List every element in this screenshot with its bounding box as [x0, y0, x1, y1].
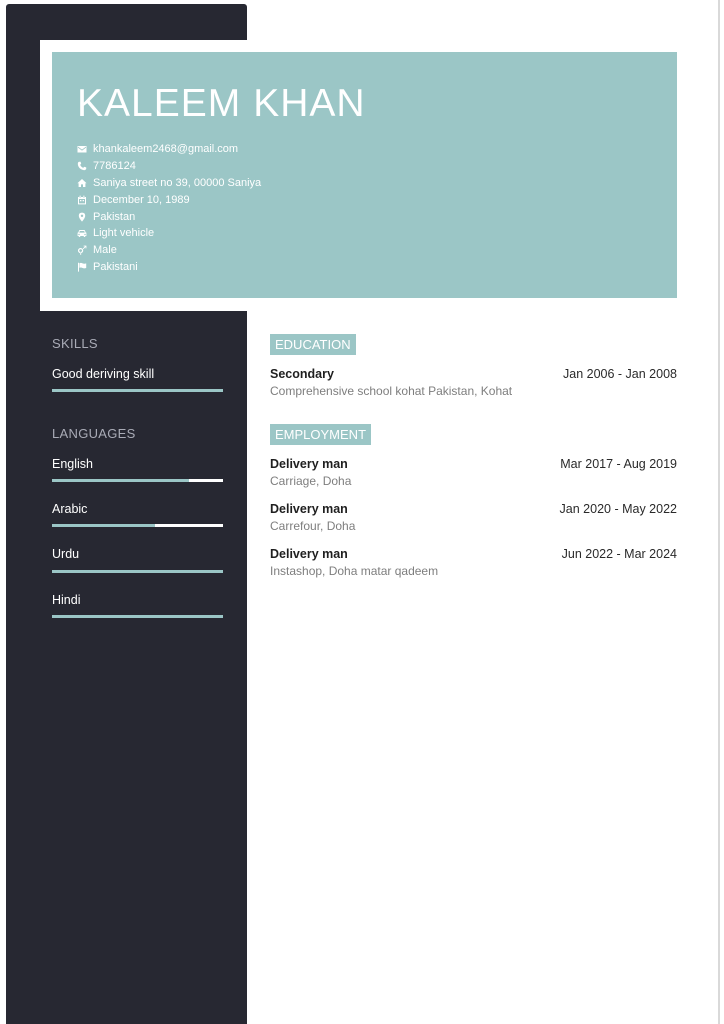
contact-phone: 7786124	[77, 158, 261, 175]
languages-heading: LANGUAGES	[52, 426, 136, 441]
language-level-bar-english	[52, 479, 223, 482]
calendar-icon	[77, 195, 93, 205]
education-school: Comprehensive school kohat Pakistan, Kohat	[270, 384, 513, 398]
employment-entry	[270, 547, 677, 581]
language-level-bar-urdu	[52, 570, 223, 573]
language-label-urdu: Urdu	[52, 547, 80, 561]
job-dates: Jun 2022 - Mar 2024	[561, 547, 677, 561]
skill-label: Good deriving skill	[52, 367, 155, 381]
car-icon	[77, 228, 93, 238]
candidate-name	[77, 82, 366, 126]
map-pin-icon	[77, 212, 93, 222]
employment-entry	[270, 502, 677, 536]
language-label-arabic: Arabic	[52, 502, 88, 516]
contact-email: khankaleem2468@gmail.com	[77, 141, 261, 158]
contact-list	[77, 141, 261, 275]
education-entry	[270, 367, 677, 401]
skill-level-fill	[52, 389, 223, 392]
employment-heading: EMPLOYMENT	[270, 424, 371, 445]
flag-icon	[77, 262, 93, 272]
first-name: KALEEM	[77, 82, 242, 125]
phone-icon	[77, 161, 93, 171]
language-level-fill-hindi	[52, 615, 223, 618]
job-dates: Jan 2020 - May 2022	[559, 502, 677, 516]
job-title: Delivery man	[270, 457, 348, 471]
job-employer: Carrefour, Doha	[270, 519, 356, 533]
contact-nationality: Pakistani	[77, 259, 261, 276]
gender-icon	[77, 245, 93, 255]
skill-level-bar	[52, 389, 223, 392]
home-icon	[77, 178, 93, 188]
employment-entry	[270, 457, 677, 491]
language-level-bar-arabic	[52, 524, 223, 527]
education-title: Secondary	[270, 367, 334, 381]
language-level-fill-english	[52, 479, 189, 482]
job-employer: Instashop, Doha matar qadeem	[270, 564, 439, 578]
language-label-hindi: Hindi	[52, 593, 81, 607]
last-name: KHAN	[253, 82, 366, 125]
job-employer: Carriage, Doha	[270, 474, 352, 488]
header	[52, 52, 677, 298]
job-title: Delivery man	[270, 502, 348, 516]
contact-address: Saniya street no 39, 00000 Saniya	[77, 175, 261, 192]
education-heading: EDUCATION	[270, 334, 356, 355]
language-level-fill-urdu	[52, 570, 223, 573]
skills-heading: SKILLS	[52, 336, 98, 351]
contact-gender: Male	[77, 242, 261, 259]
job-dates: Mar 2017 - Aug 2019	[560, 457, 677, 471]
contact-birthdate: December 10, 1989	[77, 191, 261, 208]
contact-license: Light vehicle	[77, 225, 261, 242]
envelope-icon	[77, 144, 93, 154]
job-title: Delivery man	[270, 547, 348, 561]
language-level-fill-arabic	[52, 524, 155, 527]
page-edge	[718, 0, 720, 1024]
language-label-english: English	[52, 457, 93, 471]
education-dates: Jan 2006 - Jan 2008	[563, 367, 677, 381]
contact-country: Pakistan	[77, 208, 261, 225]
language-level-bar-hindi	[52, 615, 223, 618]
